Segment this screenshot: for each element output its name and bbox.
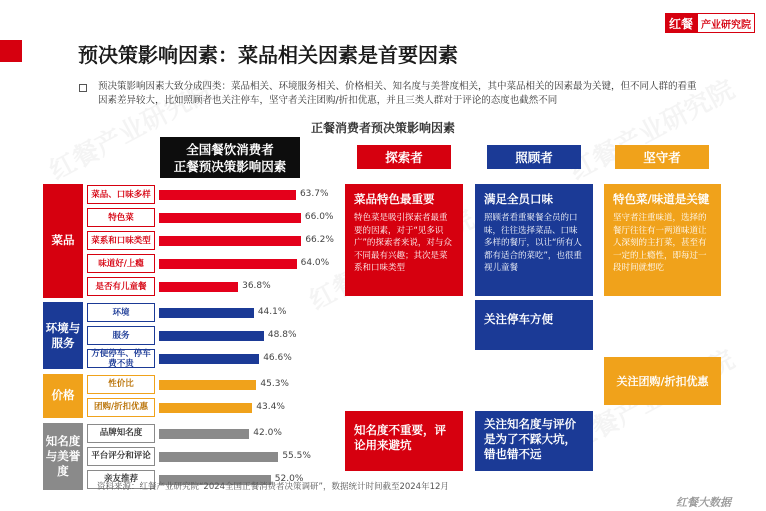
page-title: 预决策影响因素：菜品相关因素是首要因素 bbox=[78, 43, 458, 67]
keeper-dish-box bbox=[604, 184, 721, 296]
factor-label: 菜系和口味类型 bbox=[87, 231, 155, 250]
factor-bar bbox=[159, 429, 249, 439]
persona-keeper-header: 坚守者 bbox=[615, 145, 709, 169]
title-accent-bar bbox=[0, 40, 22, 62]
factor-bar bbox=[159, 380, 256, 390]
factor-value-label: 46.6% bbox=[263, 353, 292, 364]
factor-bar bbox=[159, 354, 259, 364]
factor-label: 平台评分和评论 bbox=[87, 447, 155, 466]
factor-label: 环境 bbox=[87, 303, 155, 322]
logo-text: 产业研究院 bbox=[697, 13, 755, 33]
factor-bar bbox=[159, 190, 296, 200]
factor-value-label: 43.4% bbox=[256, 401, 285, 412]
factor-value-label: 52.0% bbox=[274, 473, 304, 484]
factor-label: 特色菜 bbox=[87, 208, 155, 227]
factor-value-label: 36.8% bbox=[242, 281, 271, 292]
factor-label: 方便停车、停车费不贵 bbox=[87, 349, 155, 368]
factor-value-label: 44.1% bbox=[257, 307, 287, 317]
category-2: 价格 bbox=[43, 374, 83, 418]
factor-label: 性价比 bbox=[87, 375, 155, 394]
factor-value-label: 66.2% bbox=[305, 235, 334, 246]
national-header-line1: 全国餐饮消费者 bbox=[186, 142, 274, 157]
factor-bar bbox=[159, 403, 252, 413]
explorer-dish-text: 特色菜是吸引探索者最重要的因素，对于“见多识广”的探索者来说，对与众不同最有兴趣；其次是菜系和口味类型 bbox=[354, 213, 452, 273]
factor-bar bbox=[159, 259, 297, 269]
explorer-dish-title: 菜品特色最重要 bbox=[354, 192, 435, 206]
factor-label: 品牌知名度 bbox=[87, 424, 155, 443]
national-header-line2: 正餐预决策影响因素 bbox=[173, 159, 287, 174]
category-0: 菜品 bbox=[43, 184, 83, 298]
factor-value-label: 45.3% bbox=[260, 378, 289, 389]
keeper-dish-title: 特色菜/味道是关键 bbox=[613, 192, 710, 206]
keeper-dish-text: 坚守者注重味道，选择的餐厅往往有一两道味道让人深刻的主打菜，甚至有一定的上瘾性，即每过一段时间就想吃 bbox=[613, 213, 707, 273]
factor-label: 亲友推荐 bbox=[87, 470, 155, 489]
caregiver-dish-text: 照顾者看重聚餐全员的口味，往往选择菜品、口味多样的餐厅，以让“所有人都有适合的菜吃”，也很重视儿童餐 bbox=[484, 213, 582, 273]
persona-caregiver-header: 照顾者 bbox=[487, 145, 581, 169]
factor-value-label: 64.0% bbox=[300, 258, 330, 269]
caregiver-dish-title: 满足全员口味 bbox=[484, 192, 553, 206]
brand-logo bbox=[665, 13, 755, 33]
factor-value-label: 55.5% bbox=[282, 450, 311, 461]
factor-value-label: 66.0% bbox=[304, 212, 334, 223]
factor-label: 是否有儿童餐 bbox=[87, 277, 155, 296]
footer-logo: 红餐大数据 bbox=[676, 496, 731, 509]
factor-bar bbox=[159, 452, 278, 462]
logo-mark: 红餐 bbox=[665, 13, 697, 33]
keeper-price-box bbox=[604, 357, 721, 405]
caregiver-dish-box bbox=[475, 184, 593, 296]
factor-value-label: 63.7% bbox=[299, 189, 329, 199]
caregiver-service-text: 关注停车方便 bbox=[484, 312, 553, 326]
intro-paragraph: 预决策影响因素大致分成四类：菜品相关、环境服务相关、价格相关、知名度与美誉度相关，其中菜品相关的因素最为关键，但不同人群的看重因素差异较大，比如照顾者也关注停车，坚守者关注团购/折扣优惠，并且三类人群对于评论的态度也截然不同 bbox=[98, 81, 697, 106]
source-note: 资料来源：红餐产业研究院“2024全国正餐消费者决策调研”，数据统计时间截至2024年12月 bbox=[97, 482, 449, 492]
factor-bar bbox=[159, 282, 238, 292]
caregiver-fame-box bbox=[475, 411, 593, 471]
national-header bbox=[160, 137, 300, 178]
explorer-fame-box bbox=[345, 411, 463, 471]
factor-label: 菜品、口味多样 bbox=[87, 185, 155, 204]
square-bullet-icon bbox=[79, 84, 87, 92]
caregiver-service-box bbox=[475, 300, 593, 350]
factor-value-label: 48.8% bbox=[267, 330, 297, 341]
factor-bar bbox=[159, 331, 264, 341]
explorer-dish-box bbox=[345, 184, 463, 296]
factor-label: 味道好/上瘾 bbox=[87, 254, 155, 273]
persona-explorer-header: 探索者 bbox=[357, 145, 451, 169]
chart-title: 正餐消费者预决策影响因素 bbox=[310, 121, 455, 135]
caregiver-fame-text: 关注知名度与评价是为了不踩大坑，错也错不远 bbox=[484, 417, 576, 461]
factor-label: 团购/折扣优惠 bbox=[87, 398, 155, 417]
factor-label: 服务 bbox=[87, 326, 155, 345]
factor-bar bbox=[159, 236, 301, 246]
factor-bar bbox=[159, 308, 254, 318]
keeper-price-text: 关注团购/折扣优惠 bbox=[616, 374, 709, 388]
category-3: 知名度与美誉度 bbox=[43, 423, 83, 490]
explorer-fame-text: 知名度不重要，评论用来避坑 bbox=[354, 423, 446, 452]
factor-value-label: 42.0% bbox=[253, 427, 282, 438]
factor-bar bbox=[159, 213, 301, 223]
category-1: 环境与服务 bbox=[43, 302, 83, 369]
